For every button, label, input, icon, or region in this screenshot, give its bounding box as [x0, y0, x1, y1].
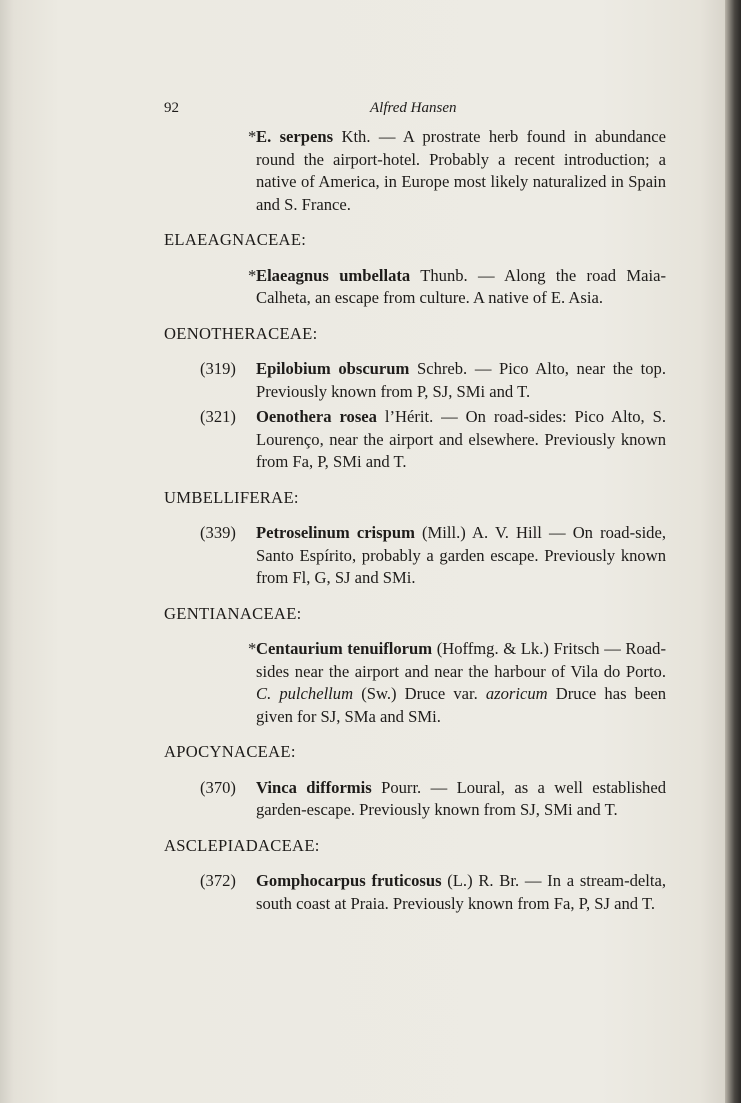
species-entry: [200, 406, 666, 474]
family-heading: APOCYNACEAE:: [164, 742, 296, 761]
entry-text: (L.) R. Br. — In a stream-delta, south coast at Praia. Previously known from Fa, P, SJ and T.: [256, 871, 666, 913]
family-heading: UMBELLIFERAE:: [164, 487, 299, 507]
species-name: Centaurium tenuiflorum: [256, 639, 433, 658]
species-entry: [200, 870, 666, 915]
entry-marker: (372): [200, 871, 236, 890]
entry-text: Schreb. — Pico Alto, near the top. Previously known from P, SJ, SMi and T.: [256, 359, 666, 401]
species-entry: [248, 638, 666, 728]
species-name: Gomphocarpus fruticosus: [256, 871, 442, 890]
entry-marker: (339): [200, 523, 236, 542]
species-name: Oenothera rosea: [256, 407, 377, 426]
entry-marker: (321): [200, 407, 236, 426]
page-number: 92: [164, 100, 179, 116]
entry-marker: *: [248, 127, 257, 146]
page-body: [164, 126, 666, 915]
family-heading: OENOTHERACEAE:: [164, 323, 318, 343]
species-entry: [200, 358, 666, 403]
entry-marker: *: [248, 639, 257, 658]
entry-text: (Mill.) A. V. Hill — On road-side, Santo Espírito, probably a garden escape. Previously known from Fl, G, SJ and SMi.: [256, 523, 666, 587]
italic-name: azoricum: [485, 684, 548, 703]
entry-text: l’Hérit. — On road-sides: Pico Alto, S. Lourenço, near the airport and elsewhere. Previously known from Fa, P, SMi and T.: [256, 407, 666, 471]
species-name: Elaeagnus umbellata: [256, 265, 411, 285]
family-heading: ELAEAGNACEAE:: [164, 230, 307, 249]
page-header: [164, 100, 664, 120]
species-entry: [248, 265, 666, 310]
entry-marker: (370): [200, 777, 236, 797]
species-name: Petroselinum crispum: [256, 523, 415, 542]
entry-text: (Hoffmg. & Lk.) Fritsch — Road-sides near the airport and near the harbour of Vila do Porto.: [256, 639, 666, 681]
entry-text: Kth. — A prostrate herb found in abundance round the airport-hotel. Probably a recent introduction; a native of America, in Europe most likely naturalized in Spain and S. France.: [256, 127, 667, 214]
entry-marker: *: [248, 265, 257, 285]
species-entry: [248, 126, 667, 216]
running-head: Alfred Hansen: [370, 100, 457, 116]
species-name: Vinca difformis: [256, 777, 372, 797]
species-entry: [200, 777, 666, 822]
entry-text: Thunb. — Along the road Maia-Calheta, an escape from culture. A native of E. Asia.: [256, 265, 666, 307]
entry-marker: (319): [200, 359, 236, 378]
entry-text: (Sw.) Druce var.: [353, 684, 486, 703]
italic-name: C. pulchellum: [256, 684, 354, 703]
entry-text: Druce has been given for SJ, SMa and SMi.: [256, 684, 666, 726]
entry-text: Pourr. — Loural, as a well established garden-escape. Previously known from SJ, SMi and T.: [256, 777, 666, 819]
family-heading: GENTIANACEAE:: [164, 603, 302, 623]
species-name: Epilobium obscurum: [256, 359, 410, 378]
book-spine: [725, 0, 741, 1103]
species-entry: [200, 522, 666, 590]
species-name: E. serpens: [256, 127, 334, 146]
family-heading: ASCLEPIADACEAE:: [164, 835, 320, 855]
